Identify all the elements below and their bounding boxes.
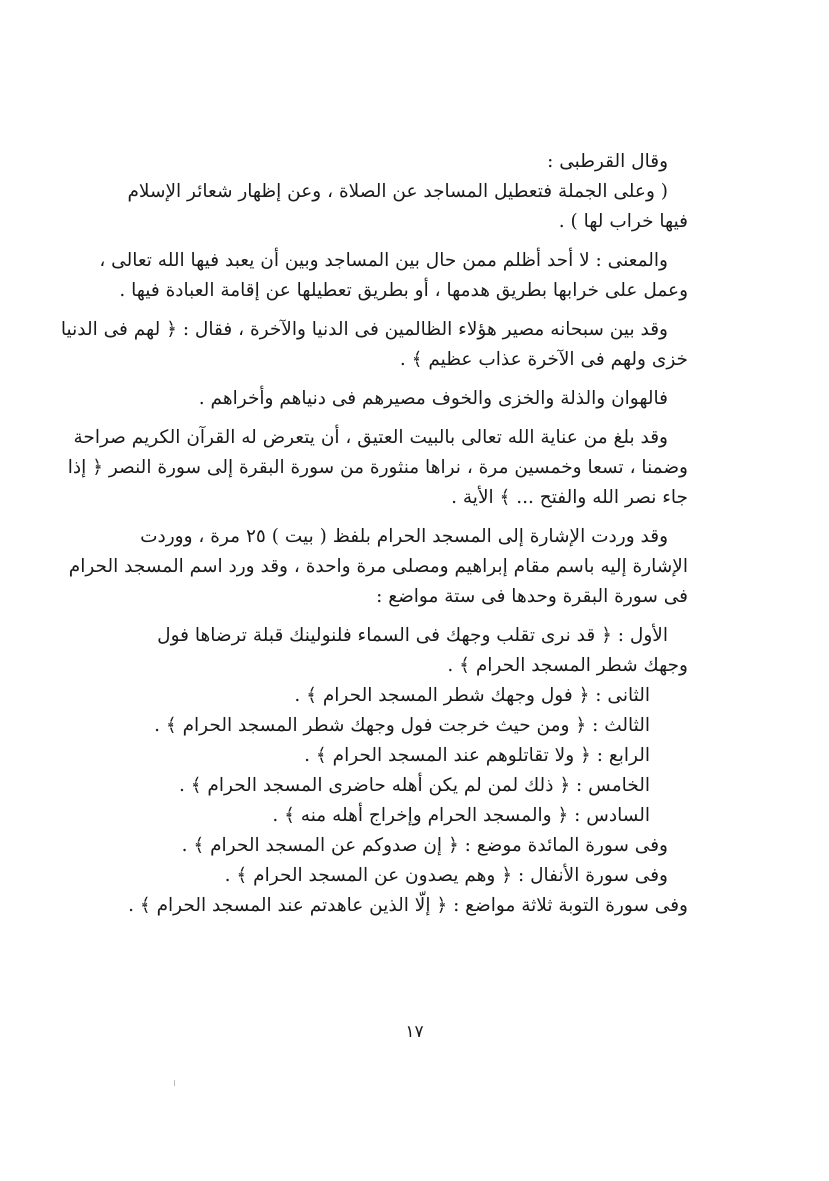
text-line: خزى ولهم فى الآخرة عذاب عظيم ﴾ . xyxy=(399,349,688,370)
text-line: وعمل على خرابها بطريق هدمها ، أو بطريق تعطيلها عن إقامة العبادة فيها . xyxy=(119,280,688,301)
text-line: وفى سورة الأنفال : ﴿ وهم يصدون عن المسجد الحرام ﴾ . xyxy=(224,865,668,886)
text-line: الأول : ﴿ قد نرى تقلب وجهك فى السماء فلنولينك قبلة ترضاها فول xyxy=(157,625,668,646)
text-line: فيها خراب لها ) . xyxy=(558,211,688,232)
page-number: ١٧ xyxy=(405,1022,424,1042)
text-line: الثالث : ﴿ ومن حيث خرجت فول وجهك شطر المسجد الحرام ﴾ . xyxy=(154,715,650,736)
scan-mark xyxy=(174,1080,175,1086)
text-line: والمعنى : لا أحد أظلم ممن حال بين المساجد وبين أن يعبد فيها الله تعالى ، xyxy=(99,250,668,271)
text-line: وقال القرطبى : xyxy=(547,151,668,172)
text-line: وضمنا ، تسعا وخمسين مرة ، نراها منثورة من سورة البقرة إلى سورة النصر ﴿ إذا xyxy=(67,457,688,478)
text-line: وقد بين سبحانه مصير هؤلاء الظالمين فى الدنيا والآخرة ، فقال : ﴿ لهم فى الدنيا xyxy=(60,319,668,340)
text-line: الخامس : ﴿ ذلك لمن لم يكن أهله حاضرى المسجد الحرام ﴾ . xyxy=(178,775,650,796)
text-line: ( وعلى الجملة فتعطيل المساجد عن الصلاة ، وعن إظهار شعائر الإسلام xyxy=(127,181,668,202)
text-line: الرابع : ﴿ ولا تقاتلوهم عند المسجد الحرام ﴾ . xyxy=(304,745,650,766)
text-line: وقد وردت الإشارة إلى المسجد الحرام بلفظ ( بيت ) ٢٥ مرة ، ووردت xyxy=(140,526,668,547)
text-line: وجهك شطر المسجد الحرام ﴾ . xyxy=(447,655,688,676)
text-line: جاء نصر الله والفتح ... ﴾ الأية . xyxy=(451,487,688,508)
text-line: الإشارة إليه باسم مقام إبراهيم ومصلى مرة واحدة ، وقد ورد اسم المسجد الحرام xyxy=(68,556,688,577)
text-line: فالهوان والذلة والخزى والخوف مصيرهم فى دنياهم وأخراهم . xyxy=(198,388,668,409)
document-body xyxy=(60,147,688,921)
text-line: الثانى : ﴿ فول وجهك شطر المسجد الحرام ﴾ . xyxy=(294,685,650,706)
text-line: وفى سورة المائدة موضع : ﴿ إن صدوكم عن المسجد الحرام ﴾ . xyxy=(181,835,668,856)
text-line: السادس : ﴿ والمسجد الحرام وإخراج أهله منه ﴾ . xyxy=(272,805,650,826)
text-line: وفى سورة التوبة ثلاثة مواضع : ﴿ إلّا الذين عاهدتم عند المسجد الحرام ﴾ . xyxy=(128,895,688,916)
text-line: وقد بلغ من عناية الله تعالى بالبيت العتيق ، أن يتعرض له القرآن الكريم صراحة xyxy=(73,427,668,448)
text-line: فى سورة البقرة وحدها فى ستة مواضع : xyxy=(376,586,688,607)
